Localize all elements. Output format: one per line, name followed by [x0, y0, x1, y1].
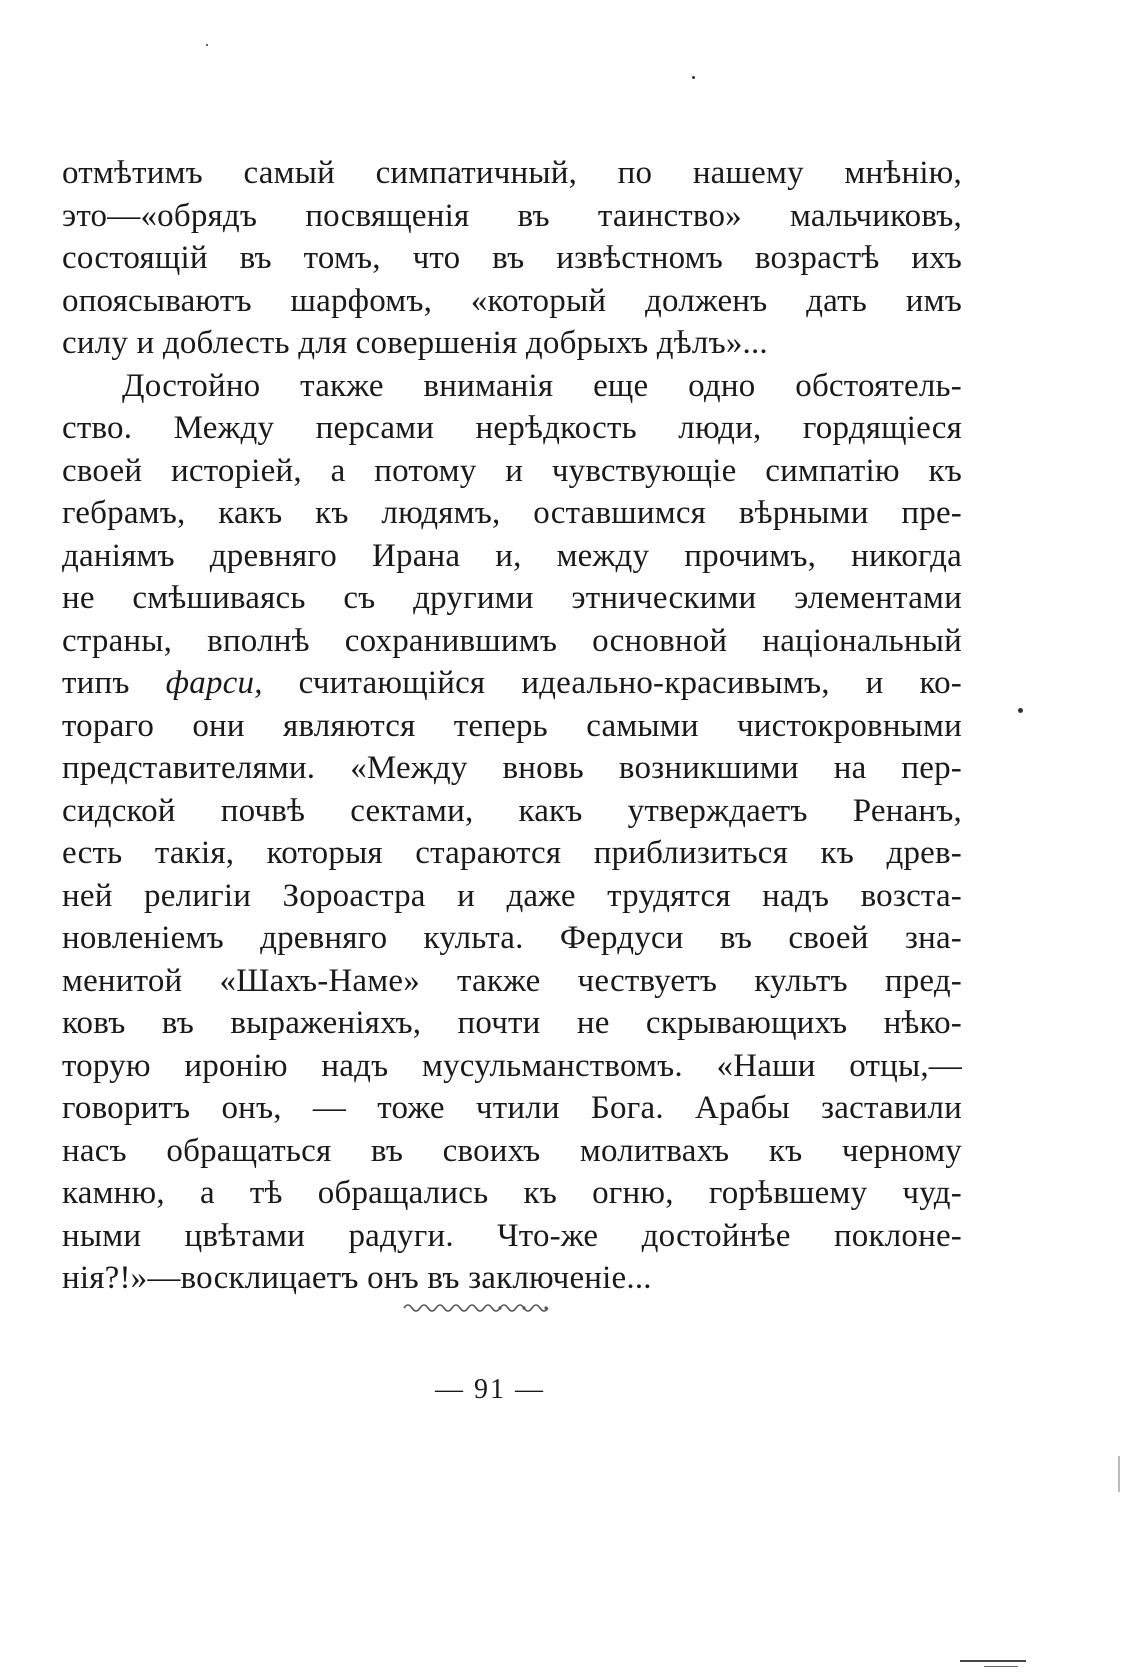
page-number: — 91 — — [435, 1374, 545, 1405]
paragraph-first-line: Достойно также вниманія еще одно обстоятель- — [122, 367, 962, 404]
text-line: ней религіи Зороастра и даже трудятся надъ возста- — [62, 877, 962, 914]
text-segment: считающійся идеально-красивымъ, и ко- — [262, 665, 962, 701]
text-line: представителями. «Между вновь возникшими на пер- — [62, 750, 962, 786]
text-line: даніямъ древняго Ирана и, между прочимъ, никогда — [62, 537, 962, 574]
print-speck — [1018, 708, 1023, 713]
print-speck — [692, 76, 695, 79]
bottom-rule — [984, 1666, 1018, 1667]
text-line: ство. Между персами нерѣдкость люди, гордящіеся — [62, 410, 962, 446]
text-line: торую иронію надъ мусульманствомъ. «Наши отцы,— — [62, 1047, 962, 1084]
text-line: своей исторіей, а потому и чувствующіе симпатію къ — [62, 452, 962, 489]
text-segment: типъ — [62, 665, 166, 701]
text-line: новленіемъ древняго культа. Фердуси въ своей зна- — [62, 920, 962, 956]
text-line: состоящій въ томъ, что въ извѣстномъ возрастѣ ихъ — [62, 240, 962, 276]
text-line: гебрамъ, какъ къ людямъ, оставшимся вѣрными пре- — [62, 495, 962, 531]
print-speck — [206, 44, 208, 46]
text-line: опоясываютъ шарфомъ, «который долженъ дать имъ — [62, 282, 962, 319]
section-ornament — [400, 1296, 560, 1318]
text-line: ковъ въ выраженіяхъ, почти не скрывающихъ нѣко- — [62, 1005, 962, 1041]
text-line: тораго они являются теперь самыми чистокровными — [62, 707, 962, 744]
text-line: страны, вполнѣ сохранившимъ основной національный — [62, 622, 962, 659]
text-line: сидской почвѣ сектами, какъ утверждаетъ Ренанъ, — [62, 792, 962, 829]
text-line: это—«обрядъ посвященія въ таинство» мальчиковъ, — [62, 197, 962, 234]
body-text — [62, 152, 962, 1300]
text-line: камню, а тѣ обращались къ огню, горѣвшему чуд- — [62, 1175, 962, 1211]
bottom-rule — [960, 1660, 1026, 1662]
text-line: отмѣтимъ самый симпатичный, по нашему мнѣнію, — [62, 155, 962, 191]
text-line: нія?!»—восклицаетъ онъ въ заключеніе... — [62, 1260, 652, 1296]
text-line-with-italic — [62, 662, 962, 705]
text-line: силу и доблесть для совершенія добрыхъ дѣлъ»... — [62, 325, 768, 361]
text-line: говоритъ онъ, — тоже чтили Бога. Арабы заставили — [62, 1090, 962, 1126]
italic-term: фарси, — [165, 665, 263, 701]
margin-mark — [1118, 1456, 1120, 1492]
text-line: есть такія, которыя стараются приблизиться къ древ- — [62, 835, 962, 871]
text-line: менитой «Шахъ-Наме» также чествуетъ культъ пред- — [62, 962, 962, 999]
text-line: не смѣшиваясь съ другими этническими элементами — [62, 580, 962, 616]
text-line: ными цвѣтами радуги. Что-же достойнѣе поклоне- — [62, 1217, 962, 1254]
text-line: насъ обращаться въ своихъ молитвахъ къ черному — [62, 1132, 962, 1169]
